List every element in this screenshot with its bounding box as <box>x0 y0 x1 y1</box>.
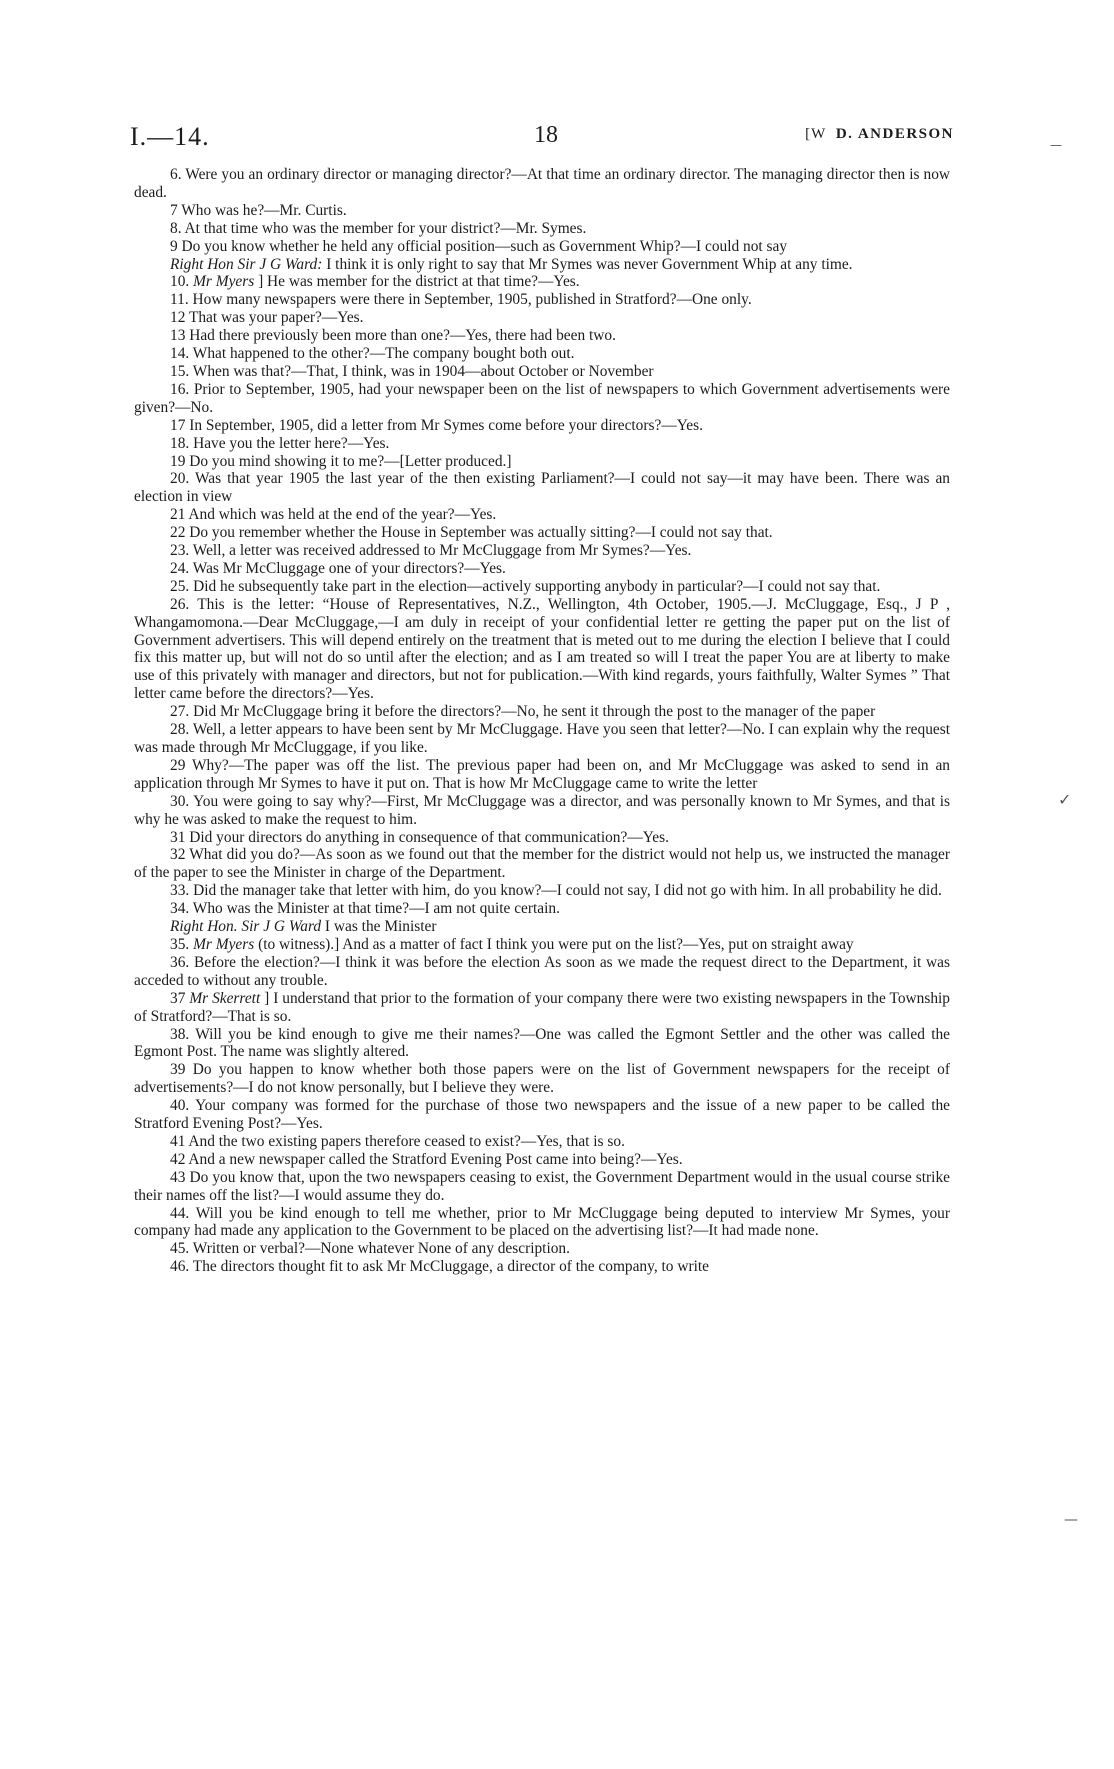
question-number: 37 <box>170 989 190 1007</box>
transcript-paragraph <box>134 470 950 506</box>
paragraph-text: 6. Were you an ordinary director or managing director?—At that time an ordinary director. The managing director then is now dead. <box>134 166 950 201</box>
transcript-paragraph <box>134 220 950 238</box>
paragraph-text: 27. Did Mr McCluggage bring it before the directors?—No, he sent it through the post to the manager of the paper <box>170 703 876 721</box>
paragraph-text: 21 And which was held at the end of the year?—Yes. <box>170 506 497 524</box>
transcript-paragraph <box>134 309 950 327</box>
paragraph-text: I think it is only right to say that Mr Symes was never Government Whip at any time. <box>322 255 853 273</box>
transcript-paragraph <box>134 1258 950 1276</box>
paragraph-text: 34. Who was the Minister at that time?—I am not quite certain. <box>170 900 560 918</box>
paragraph-text: 40. Your company was formed for the purchase of those two newspapers and the issue of a new paper to be called the Stratford Evening Post?—Yes. <box>134 1097 950 1133</box>
paragraph-text: I was the Minister <box>321 918 437 936</box>
transcript-paragraph <box>134 291 950 309</box>
paragraph-text: 15. When was that?—That, I think, was in 1904—about October or November <box>170 362 654 380</box>
paragraph-text: 8. At that time who was the member for your district?—Mr. Symes. <box>170 219 587 237</box>
paragraph-text: 20. Was that year 1905 the last year of the then existing Parliament?—I could not say—it may have been. There was an election in view <box>134 470 950 506</box>
witness-name: D. ANDERSON <box>835 126 954 142</box>
transcript-paragraph <box>134 1205 950 1241</box>
paragraph-text: 45. Written or verbal?—None whatever None of any description. <box>170 1240 570 1258</box>
transcript-paragraph <box>134 435 950 453</box>
paragraph-text: ] He was member for the district at that time?—Yes. <box>254 273 580 291</box>
paragraph-text: 41 And the two existing papers therefore ceased to exist?—Yes, that is so. <box>170 1132 625 1150</box>
margin-dash-mark-lower: — <box>1064 1512 1078 1528</box>
transcript-paragraph <box>134 936 950 954</box>
transcript-paragraph <box>134 829 950 847</box>
speaker-name: Right Hon. Sir J G Ward <box>170 918 322 936</box>
transcript-paragraph <box>134 990 950 1026</box>
paragraph-text: 32 What did you do?—As soon as we found out that the member for the district would not help us, we instructed the manager of the paper to see the Minister in charge of the Department. <box>134 846 950 882</box>
paragraph-text: 30. You were going to say why?—First, Mr McCluggage was a director, and was personally known to Mr Symes, and that is why he was asked to make the request to him. <box>134 792 950 828</box>
running-head-prefix: [W <box>805 126 827 142</box>
paragraph-text: 42 And a new newspaper called the Stratford Evening Post came into being?—Yes. <box>170 1150 683 1168</box>
margin-tick-mark: ✓ <box>1058 790 1072 809</box>
transcript-paragraph <box>134 918 950 936</box>
transcript-paragraph <box>134 1240 950 1258</box>
paragraph-text: 14. What happened to the other?—The company bought both out. <box>170 345 575 363</box>
transcript-paragraph <box>134 578 950 596</box>
paragraph-text: 39 Do you happen to know whether both those papers were on the list of Government newspapers for the receipt of advertisements?—I do not know personally, but I believe they were. <box>134 1061 950 1097</box>
transcript-body <box>134 166 950 1276</box>
speaker-name: Mr Myers <box>193 273 255 291</box>
transcript-paragraph <box>134 256 950 274</box>
transcript-paragraph <box>134 327 950 345</box>
paragraph-text: 18. Have you the letter here?—Yes. <box>170 434 390 452</box>
speaker-name: Mr Myers <box>193 935 255 953</box>
paragraph-text: 31 Did your directors do anything in consequence of that communication?—Yes. <box>170 828 669 846</box>
transcript-paragraph <box>134 417 950 435</box>
transcript-paragraph <box>134 882 950 900</box>
transcript-paragraph <box>134 900 950 918</box>
transcript-paragraph <box>134 954 950 990</box>
paragraph-text: 19 Do you mind showing it to me?—[Letter produced.] <box>170 452 512 470</box>
paragraph-text: 36. Before the election?—I think it was before the election As soon as we made the request direct to the Department, it was acceded to without any trouble. <box>134 953 950 989</box>
transcript-paragraph <box>134 542 950 560</box>
question-number: 35. <box>170 935 194 953</box>
transcript-paragraph <box>134 524 950 542</box>
transcript-paragraph <box>134 757 950 793</box>
transcript-paragraph <box>134 1061 950 1097</box>
transcript-paragraph <box>134 1026 950 1062</box>
paragraph-text: 12 That was your paper?—Yes. <box>170 309 364 327</box>
transcript-paragraph <box>134 238 950 256</box>
paragraph-text: 22 Do you remember whether the House in September was actually sitting?—I could not say that. <box>170 524 773 542</box>
transcript-paragraph <box>134 1169 950 1205</box>
paragraph-text: 46. The directors thought fit to ask Mr McCluggage, a director of the company, to write <box>170 1258 709 1276</box>
transcript-paragraph <box>134 453 950 471</box>
transcript-paragraph <box>134 273 950 291</box>
paragraph-text: 17 In September, 1905, did a letter from Mr Symes come before your directors?—Yes. <box>170 416 703 434</box>
paragraph-text: 9 Do you know whether he held any official position—such as Government Whip?—I could not say <box>170 237 788 255</box>
transcript-paragraph <box>134 202 950 220</box>
paragraph-text: 13 Had there previously been more than one?—Yes, there had been two. <box>170 327 616 345</box>
paragraph-text: 7 Who was he?—Mr. Curtis. <box>170 201 347 219</box>
paragraph-text: 24. Was Mr McCluggage one of your directors?—Yes. <box>170 559 506 577</box>
transcript-paragraph <box>134 846 950 882</box>
parliamentary-paper-ref: I.—14. <box>130 122 210 151</box>
transcript-paragraph <box>134 363 950 381</box>
transcript-paragraph <box>134 381 950 417</box>
transcript-paragraph <box>134 703 950 721</box>
transcript-paragraph <box>134 506 950 524</box>
transcript-paragraph <box>134 1097 950 1133</box>
paragraph-text: 25. Did he subsequently take part in the election—actively supporting anybody in particular?—I could not say that. <box>170 577 881 595</box>
margin-dash-mark: — <box>1050 138 1062 152</box>
speaker-name: Right Hon Sir J G Ward: <box>170 255 323 273</box>
running-head <box>805 126 954 143</box>
paragraph-text: 28. Well, a letter appears to have been sent by Mr McCluggage. Have you seen that letter?—No. I can explain why the request was made through Mr McCluggage, if you like. <box>134 721 950 756</box>
page-number: 18 <box>534 122 558 148</box>
page-header <box>130 122 954 156</box>
paragraph-text: 38. Will you be kind enough to give me their names?—One was called the Egmont Settler and the other was called the Egmont Post. The name was slightly altered. <box>134 1025 950 1061</box>
transcript-paragraph <box>134 345 950 363</box>
transcript-paragraph <box>134 793 950 829</box>
paragraph-text: (to witness).] And as a matter of fact I think you were put on the list?—Yes, put on straight away <box>254 935 854 953</box>
transcript-paragraph <box>134 1133 950 1151</box>
paragraph-text: 33. Did the manager take that letter with him, do you know?—I could not say, I did not go with him. In all probability he did. <box>170 882 942 900</box>
paragraph-text: 11. How many newspapers were there in September, 1905, published in Stratford?—One only. <box>170 291 752 309</box>
paragraph-text: ] I understand that prior to the formation of your company there were two existing newspapers in the Township of Stratford?—That is so. <box>134 989 950 1025</box>
speaker-name: Mr Skerrett <box>189 989 261 1007</box>
transcript-paragraph <box>134 596 950 703</box>
paragraph-text: 29 Why?—The paper was off the list. The previous paper had been on, and Mr McCluggage was asked to send in an application through Mr Symes to have it put on. That is how Mr McCluggage came to write the letter <box>134 756 950 792</box>
paragraph-text: 26. This is the letter: “House of Representatives, N.Z., Wellington, 4th October, 1905.—J. McCluggage, Esq., J P , Whangamomona.—Dear McCluggage,—I am duly in receipt of your confidential letter re getting the paper put on the list of Government advertisers. This will depend entirely on the treatment that is meted out to me during the election I believe that I could fix this matter up, but will not do so until after the election; and as I am treated so will I treat the paper You are at liberty to make use of this privately with manager and directors, but not for publication.—With kind regards, yours faithfully, Walter Symes ” That letter came before the directors?—Yes. <box>134 595 950 703</box>
transcript-paragraph <box>134 721 950 757</box>
transcript-paragraph <box>134 1151 950 1169</box>
paragraph-text: 43 Do you know that, upon the two newspapers ceasing to exist, the Government Department would in the usual course strike their names off the list?—I would assume they do. <box>134 1168 950 1204</box>
transcript-paragraph <box>134 560 950 578</box>
transcript-paragraph <box>134 166 950 202</box>
paragraph-text: 16. Prior to September, 1905, had your newspaper been on the list of newspapers to which Government advertisements were given?—No. <box>134 380 950 416</box>
paragraph-text: 44. Will you be kind enough to tell me whether, prior to Mr McCluggage being deputed to interview Mr Symes, your company had made any application to the Government to be placed on the advertising list?—It had made none. <box>134 1204 950 1240</box>
paragraph-text: 23. Well, a letter was received addressed to Mr McCluggage from Mr Symes?—Yes. <box>170 542 692 560</box>
question-number: 10. <box>170 273 194 291</box>
